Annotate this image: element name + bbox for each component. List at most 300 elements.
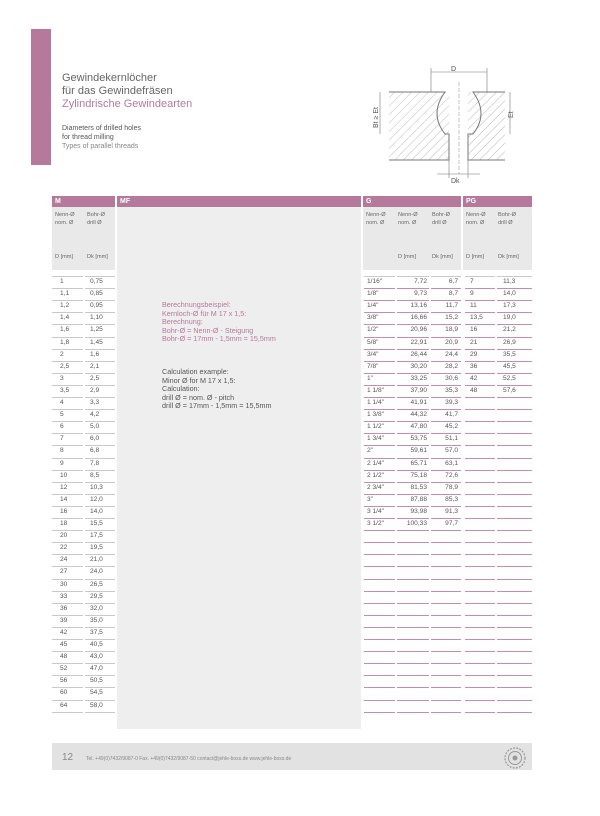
row-divider [431, 627, 461, 628]
label-et: Et [508, 111, 515, 118]
contact-line: Tel. +49(0)7432/9087-0 Fax. +49(0)7432/9087-50 contact@jehle-boss.de www.jehle-boss.de [86, 756, 292, 762]
row-divider [364, 324, 395, 325]
m-drill-cell: 47,0 [90, 665, 103, 673]
row-divider [85, 409, 115, 410]
row-divider [497, 349, 532, 350]
m-nom-cell: 64 [60, 701, 68, 709]
m-nom-cell: 30 [60, 580, 68, 588]
pg-nom-cell: 36 [470, 362, 478, 370]
row-divider [85, 361, 115, 362]
row-divider [431, 712, 461, 713]
note-de-2: Kernloch-Ø für M 17 x 1,5: [162, 308, 247, 318]
row-divider [364, 421, 395, 422]
row-divider [431, 494, 461, 495]
row-divider [497, 409, 532, 410]
row-divider [85, 397, 115, 398]
row-divider [465, 385, 495, 386]
row-divider [52, 712, 83, 713]
row-divider [397, 712, 429, 713]
m-drill-cell: 7,8 [90, 459, 100, 467]
g-dk-cell: 78,9 [445, 483, 458, 491]
row-divider [364, 663, 395, 664]
pg-nom-cell: 29 [470, 350, 478, 358]
section-header-pg: PG [463, 196, 532, 207]
m-nom-cell: 1,8 [60, 338, 70, 346]
row-divider [85, 494, 115, 495]
row-divider [497, 288, 532, 289]
row-divider [364, 566, 395, 567]
pg-dk-unit: Dk [mm] [498, 254, 519, 260]
row-divider [465, 615, 495, 616]
g-d-cell: 81,53 [410, 483, 427, 491]
m-nom-cell: 12 [60, 483, 68, 491]
row-divider [465, 409, 495, 410]
row-divider [397, 300, 429, 301]
g-d-cell: 53,75 [410, 435, 427, 443]
title-line-1: Gewindekernlöcher [62, 72, 157, 84]
g-size-cell: 7/8" [367, 362, 379, 370]
row-divider [497, 324, 532, 325]
g-size-cell: 3" [367, 495, 374, 503]
row-divider [465, 591, 495, 592]
row-divider [465, 506, 495, 507]
row-divider [465, 651, 495, 652]
g-size-cell: 1/4" [367, 302, 379, 310]
company-logo-icon [504, 747, 526, 769]
row-divider [52, 300, 83, 301]
row-divider [364, 675, 395, 676]
row-divider [431, 276, 461, 277]
row-divider [397, 458, 429, 459]
row-divider [397, 518, 429, 519]
g-dk-cell: 72,6 [445, 471, 458, 479]
row-divider [52, 470, 83, 471]
g-size-cell: 3 1/4" [367, 507, 385, 515]
note-de-5: Bohr-Ø = 17mm - 1,5mm = 15,5mm [162, 334, 276, 344]
m-nom-cell: 9 [60, 459, 64, 467]
m-nom-cell: 1,4 [60, 314, 70, 322]
g-dk-cell: 97,7 [445, 520, 458, 527]
pg-drill-cell: 19,0 [503, 314, 516, 322]
g-size-cell: 2 1/2" [367, 471, 385, 479]
m-drill-cell: 8,5 [90, 471, 100, 479]
row-divider [465, 639, 495, 640]
row-divider [497, 651, 532, 652]
note-en-2: Minor Ø for M 17 x 1,5: [162, 375, 236, 385]
row-divider [431, 579, 461, 580]
row-divider [85, 276, 115, 277]
g-dk-cell: 57,0 [445, 447, 458, 455]
m-nom-cell: 52 [60, 665, 68, 673]
title-line-2: für das Gewindefräsen [62, 85, 173, 97]
row-divider [397, 663, 429, 664]
row-divider [52, 445, 83, 446]
m-drill-cell: 0,75 [90, 278, 103, 285]
row-divider [85, 700, 115, 701]
row-divider [52, 506, 83, 507]
row-divider [465, 300, 495, 301]
g-size-cell: 3 1/2" [367, 520, 385, 527]
row-divider [85, 566, 115, 567]
row-divider [397, 530, 429, 531]
row-divider [431, 300, 461, 301]
row-divider [431, 385, 461, 386]
row-divider [497, 542, 532, 543]
row-divider [431, 663, 461, 664]
row-divider [431, 361, 461, 362]
row-divider [397, 349, 429, 350]
m-nom-cell: 3 [60, 374, 64, 382]
g-d-cell: 65,71 [410, 459, 427, 467]
row-divider [465, 349, 495, 350]
row-divider [85, 579, 115, 580]
row-divider [397, 385, 429, 386]
label-bt: Bt ≥ Et [373, 107, 380, 128]
g-dk-cell: 8,7 [448, 290, 458, 298]
row-divider [364, 337, 395, 338]
m-nom-cell: 33 [60, 592, 68, 600]
m-drill-cell: 1,25 [90, 326, 103, 334]
row-divider [85, 530, 115, 531]
g-dk-cell: 51,1 [445, 435, 458, 443]
row-divider [397, 337, 429, 338]
row-divider [431, 337, 461, 338]
m-drill-cell: 10,3 [90, 483, 103, 491]
row-divider [497, 687, 532, 688]
row-divider [52, 458, 83, 459]
g-dk-cell: 63,1 [445, 459, 458, 467]
m-drill-cell: 32,0 [90, 604, 103, 612]
m-nom-cell: 1 [60, 278, 64, 285]
subtitle-line-2: for thread milling [62, 134, 114, 141]
row-divider [465, 312, 495, 313]
g-dk-cell: 41,7 [445, 411, 458, 419]
row-divider [397, 591, 429, 592]
row-divider [52, 518, 83, 519]
row-divider [465, 276, 495, 277]
g-d-cell: 47,80 [410, 423, 427, 431]
m-nom-cell: 22 [60, 544, 68, 552]
row-divider [465, 433, 495, 434]
page-title [62, 72, 192, 111]
row-divider [465, 530, 495, 531]
m-drill-cell: 43,0 [90, 653, 103, 661]
row-divider [364, 615, 395, 616]
row-divider [85, 482, 115, 483]
m-drill-cell: 12,0 [90, 495, 103, 503]
row-divider [397, 687, 429, 688]
g-d-cell: 100,33 [406, 520, 427, 527]
row-divider [465, 324, 495, 325]
m-nom-cell: 8 [60, 447, 64, 455]
row-divider [497, 494, 532, 495]
m-nom-cell: 42 [60, 628, 68, 636]
row-divider [52, 349, 83, 350]
row-divider [465, 470, 495, 471]
row-divider [364, 554, 395, 555]
row-divider [465, 421, 495, 422]
g-size-cell: 1/16" [367, 278, 383, 285]
g-dk-cell: 11,7 [445, 302, 458, 310]
g-size-cell: 1 1/2" [367, 423, 385, 431]
row-divider [364, 470, 395, 471]
row-divider [52, 687, 83, 688]
row-divider [85, 373, 115, 374]
row-divider [397, 397, 429, 398]
row-divider [497, 663, 532, 664]
g-dk-cell: 6,7 [448, 278, 458, 285]
g-size-cell: 1 1/4" [367, 399, 385, 406]
row-divider [85, 518, 115, 519]
row-divider [364, 579, 395, 580]
row-divider [85, 651, 115, 652]
g-dk-cell: 28,2 [445, 362, 458, 370]
g-d-cell: 26,44 [410, 350, 427, 358]
calc-example-de [162, 301, 276, 344]
row-divider [431, 288, 461, 289]
row-divider [431, 506, 461, 507]
row-divider [364, 712, 395, 713]
g-size-cell: 2" [367, 447, 374, 455]
row-divider [465, 675, 495, 676]
g-d-cell: 22,91 [410, 338, 427, 346]
m-drill-cell: 2,5 [90, 374, 100, 382]
pg-drill-cell: 17,3 [503, 302, 516, 310]
row-divider [497, 458, 532, 459]
m-nom-cell: 5 [60, 411, 64, 419]
g-dk-cell: 91,3 [445, 507, 458, 515]
row-divider [52, 663, 83, 664]
g-d-cell: 13,16 [410, 302, 427, 310]
row-divider [397, 506, 429, 507]
row-divider [397, 445, 429, 446]
row-divider [364, 458, 395, 459]
g-size-cell: 2 1/4" [367, 459, 385, 467]
row-divider [397, 276, 429, 277]
row-divider [431, 470, 461, 471]
row-divider [465, 445, 495, 446]
row-divider [431, 615, 461, 616]
row-divider [497, 300, 532, 301]
row-divider [85, 312, 115, 313]
row-divider [497, 385, 532, 386]
subtitle-line-3: Types of parallel threads [62, 143, 139, 150]
g-size-cell: 2 3/4" [367, 483, 385, 491]
row-divider [497, 312, 532, 313]
row-divider [431, 518, 461, 519]
row-divider [465, 603, 495, 604]
row-divider [397, 470, 429, 471]
note-de-1: Berechnungsbeispiel: [162, 300, 231, 309]
row-divider [85, 349, 115, 350]
pg-drill-cell: 45,5 [503, 362, 516, 370]
pg-nom-cell: 16 [470, 326, 478, 334]
g-d-cell: 16,66 [410, 314, 427, 322]
row-divider [364, 591, 395, 592]
g-dk-cell: 30,6 [445, 374, 458, 382]
row-divider [85, 591, 115, 592]
m-drill-cell: 4,2 [90, 411, 100, 419]
m-drill-cell: 17,5 [90, 532, 103, 540]
row-divider [497, 518, 532, 519]
g-d-cell: 20,96 [410, 326, 427, 334]
g-dk-unit: Dk [mm] [432, 254, 453, 260]
m-drill-cell: 15,5 [90, 520, 103, 527]
g-drill-header: Bohr-Ø drill Ø [432, 212, 451, 226]
row-divider [465, 337, 495, 338]
m-nom-header: Nenn-Ø nom. Ø [55, 212, 75, 226]
row-divider [52, 312, 83, 313]
pg-drill-cell: 52,5 [503, 374, 516, 382]
row-divider [52, 542, 83, 543]
m-drill-cell: 2,9 [90, 386, 100, 394]
row-divider [497, 675, 532, 676]
row-divider [85, 433, 115, 434]
g-d-cell: 75,18 [410, 471, 427, 479]
row-divider [431, 554, 461, 555]
m-drill-cell: 35,0 [90, 616, 103, 624]
row-divider [85, 421, 115, 422]
m-drill-cell: 26,5 [90, 580, 103, 588]
row-divider [497, 627, 532, 628]
row-divider [364, 312, 395, 313]
row-divider [465, 663, 495, 664]
row-divider [52, 337, 83, 338]
row-divider [397, 627, 429, 628]
row-divider [364, 506, 395, 507]
row-divider [364, 433, 395, 434]
row-divider [497, 337, 532, 338]
m-nom-cell: 10 [60, 471, 68, 479]
row-divider [364, 603, 395, 604]
m-nom-cell: 24 [60, 556, 68, 564]
row-divider [52, 627, 83, 628]
pg-drill-cell: 26,9 [503, 338, 516, 346]
row-divider [52, 385, 83, 386]
row-divider [364, 445, 395, 446]
m-drill-cell: 58,0 [90, 701, 103, 709]
row-divider [465, 494, 495, 495]
row-divider [497, 530, 532, 531]
g-d-unit: D [mm] [398, 254, 417, 260]
m-nom-cell: 39 [60, 616, 68, 624]
row-divider [497, 554, 532, 555]
m-nom-cell: 45 [60, 641, 68, 648]
row-divider [431, 373, 461, 374]
g-size-cell: 3/4" [367, 350, 379, 358]
g-size-cell: 1/8" [367, 290, 379, 298]
g-size-cell: 3/8" [367, 314, 379, 322]
m-drill-cell: 21,0 [90, 556, 103, 564]
row-divider [85, 663, 115, 664]
g-dk-cell: 45,2 [445, 423, 458, 431]
row-divider [465, 482, 495, 483]
row-divider [397, 494, 429, 495]
g-size-cell: 1 1/8" [367, 386, 385, 394]
m-drill-cell: 2,1 [90, 362, 100, 370]
row-divider [497, 445, 532, 446]
row-divider [431, 324, 461, 325]
mf-panel [117, 207, 361, 729]
pg-nom-header: Nenn-Ø nom. Ø [466, 212, 486, 226]
row-divider [497, 603, 532, 604]
row-divider [85, 506, 115, 507]
m-drill-cell: 6,0 [90, 435, 100, 443]
m-drill-cell: 0,85 [90, 290, 103, 298]
m-nom-cell: 36 [60, 604, 68, 612]
row-divider [497, 361, 532, 362]
row-divider [85, 385, 115, 386]
m-drill-cell: 37,5 [90, 628, 103, 636]
row-divider [431, 482, 461, 483]
note-en-5: drill Ø = 17mm - 1,5mm = 15,5mm [162, 401, 272, 411]
pg-nom-cell: 11 [470, 302, 477, 310]
m-drill-cell: 14,0 [90, 507, 103, 515]
row-divider [397, 324, 429, 325]
pg-nom-cell: 48 [470, 386, 478, 394]
subtitle-line-1: Diameters of drilled holes [62, 125, 141, 132]
row-divider [85, 470, 115, 471]
row-divider [52, 373, 83, 374]
m-drill-cell: 6,8 [90, 447, 100, 455]
g-d-cell: 87,88 [410, 495, 427, 503]
pg-nom-cell: 9 [470, 290, 474, 298]
row-divider [85, 639, 115, 640]
note-en-1: Calculation example: [162, 367, 229, 376]
calc-example-en [162, 368, 271, 411]
pg-drill-cell: 11,3 [503, 278, 516, 285]
m-drill-cell: 3,3 [90, 399, 100, 406]
g-dk-cell: 15,2 [445, 314, 458, 322]
row-divider [465, 554, 495, 555]
row-divider [431, 409, 461, 410]
title-line-3: Zylindrische Gewindearten [62, 98, 193, 110]
row-divider [431, 651, 461, 652]
pg-nom-cell: 13,5 [470, 314, 483, 322]
m-nom-cell: 2 [60, 350, 64, 358]
g-d-cell: 9,73 [414, 290, 427, 298]
m-nom-cell: 6 [60, 423, 64, 431]
label-d: D [451, 66, 457, 73]
pg-drill-cell: 35,5 [503, 350, 516, 358]
row-divider [364, 409, 395, 410]
row-divider [364, 373, 395, 374]
row-divider [85, 554, 115, 555]
row-divider [397, 421, 429, 422]
m-nom-cell: 1,1 [60, 290, 70, 298]
row-divider [85, 675, 115, 676]
m-nom-cell: 18 [60, 520, 68, 527]
row-divider [465, 627, 495, 628]
row-divider [431, 530, 461, 531]
note-de-3: Berechnung: [162, 317, 203, 327]
g-d-cell: 41,91 [410, 399, 427, 406]
m-nom-cell: 7 [60, 435, 64, 443]
g-size-cell: 1 3/8" [367, 411, 385, 419]
row-divider [52, 566, 83, 567]
row-divider [465, 712, 495, 713]
row-divider [364, 639, 395, 640]
row-divider [497, 506, 532, 507]
row-divider [431, 445, 461, 446]
row-divider [431, 687, 461, 688]
g-dk-cell: 20,9 [445, 338, 458, 346]
row-divider [364, 300, 395, 301]
row-divider [497, 579, 532, 580]
row-divider [397, 373, 429, 374]
row-divider [364, 530, 395, 531]
m-nom-cell: 20 [60, 532, 68, 540]
